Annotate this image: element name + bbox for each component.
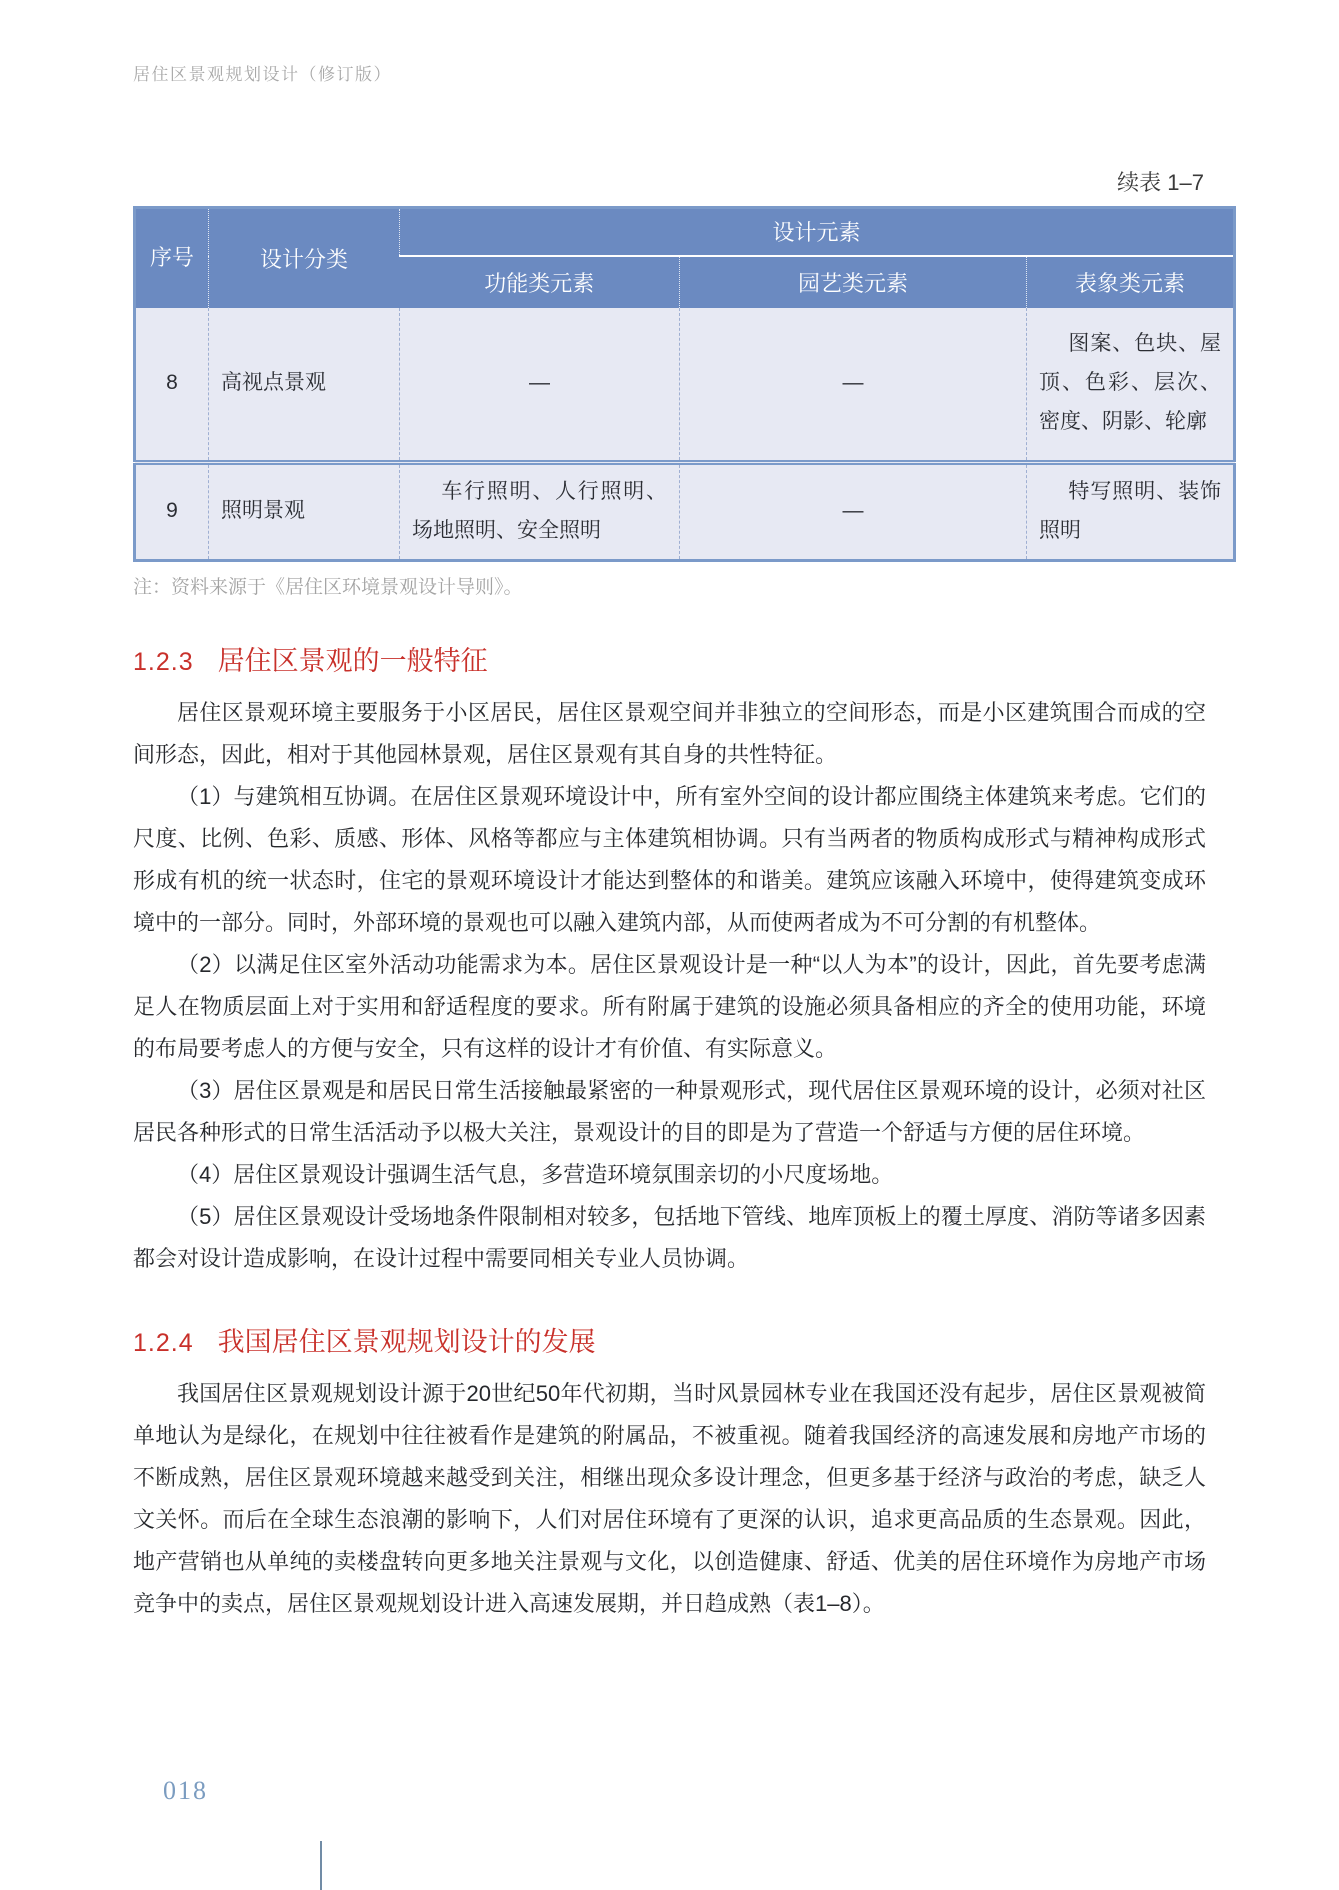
col-subheader: 功能类元素 — [400, 256, 680, 308]
body-paragraph: （1）与建筑相互协调。在居住区景观环境设计中，所有室外空间的设计都应围绕主体建筑来考虑。它们的尺度、比例、色彩、质感、形体、风格等都应与主体建筑相协调。只有当两者的物质构成形式与精神构成形式形成有机的统一状态时，住宅的景观环境设计才能达到整体的和谐美。建筑应该融入环境中，使得建筑变成环境中的一部分。同时，外部环境的景观也可以融入建筑内部，从而使两者成为不可分割的有机整体。 — [133, 783, 1206, 935]
cell-horticultural: — — [680, 463, 1027, 561]
page-number: 018 — [163, 1776, 208, 1805]
section-number: 1.2.3 — [133, 647, 194, 676]
body-paragraph: （2）以满足住区室外活动功能需求为本。居住区景观设计是一种“以人为本”的设计，因此，首先要考虑满足人在物质层面上对于实用和舒适程度的要求。所有附属于建筑的设施必须具备相应的齐全的使用功能，环境的布局要考虑人的方便与安全，只有这样的设计才有价值、有实际意义。 — [133, 951, 1206, 1061]
table-row — [135, 308, 1235, 463]
col-header-elements: 设计元素 — [400, 208, 1235, 256]
col-subheader: 园艺类元素 — [680, 256, 1027, 308]
section-heading — [133, 639, 1206, 678]
table-note: 注：资料来源于《居住区环境景观设计导则》。 — [133, 576, 523, 598]
body-paragraph: （4）居住区景观设计强调生活气息，多营造环境氛围亲切的小尺度场地。 — [177, 1161, 894, 1187]
cell-category: 照明景观 — [209, 463, 400, 561]
body-paragraph: 我国居住区景观规划设计源于20世纪50年代初期，当时风景园林专业在我国还没有起步，居住区景观被简单地认为是绿化，在规划中往往被看作是建筑的附属品，不被重视。随着我国经济的高速发展和房地产市场的不断成熟，居住区景观环境越来越受到关注，相继出现众多设计理念，但更多基于经济与政治的考虑，缺乏人文关怀。而后在全球生态浪潮的影响下，人们对居住环境有了更深的认识，追求更高品质的生态景观。因此，地产营销也从单纯的卖楼盘转向更多地关注景观与文化，以创造健康、舒适、优美的居住环境作为房地产市场竞争中的卖点，居住区景观规划设计进入高速发展期，并日趋成熟（表1–8）。 — [133, 1380, 1206, 1616]
cell-functional: — — [400, 308, 680, 463]
cell-horticultural: — — [680, 308, 1027, 463]
section-number: 1.2.4 — [133, 1328, 194, 1357]
body-paragraph: （3）居住区景观是和居民日常生活接触最紧密的一种景观形式，现代居住区景观环境的设计，必须对社区居民各种形式的日常生活活动予以极大关注，景观设计的目的即是为了营造一个舒适与方便的居住环境。 — [133, 1077, 1206, 1145]
section-title: 我国居住区景观规划设计的发展 — [217, 1326, 596, 1357]
body-paragraph: （5）居住区景观设计受场地条件限制相对较多，包括地下管线、地库顶板上的覆土厚度、消防等诸多因素都会对设计造成影响，在设计过程中需要同相关专业人员协调。 — [133, 1203, 1206, 1271]
sections-container — [133, 639, 1206, 1625]
table-body — [135, 308, 1235, 561]
cell-functional: 车行照明、人行照明、场地照明、安全照明 — [400, 463, 680, 561]
section-heading — [133, 1320, 1206, 1359]
cell-category: 高视点景观 — [209, 308, 400, 463]
page-content — [133, 140, 1222, 1625]
col-subheader: 表象类元素 — [1027, 256, 1235, 308]
section-title: 居住区景观的一般特征 — [217, 645, 488, 676]
design-elements-table — [133, 206, 1236, 562]
body-paragraph: 居住区景观环境主要服务于小区居民，居住区景观空间并非独立的空间形态，而是小区建筑围合而成的空间形态，因此，相对于其他园林景观，居住区景观有其自身的共性特征。 — [133, 699, 1206, 767]
cell-index: 8 — [135, 308, 209, 463]
table-row — [135, 463, 1235, 561]
cell-index: 9 — [135, 463, 209, 561]
bottom-divider-line — [320, 1841, 322, 1890]
cell-representational: 图案、色块、屋顶、色彩、层次、密度、阴影、轮廓 — [1027, 308, 1235, 463]
col-header-index: 序号 — [135, 208, 209, 308]
table-caption: 续表 1–7 — [1117, 170, 1204, 195]
cell-representational: 特写照明、装饰照明 — [1027, 463, 1235, 561]
col-header-category: 设计分类 — [209, 208, 400, 308]
running-header: 居住区景观规划设计（修订版） — [133, 65, 392, 84]
